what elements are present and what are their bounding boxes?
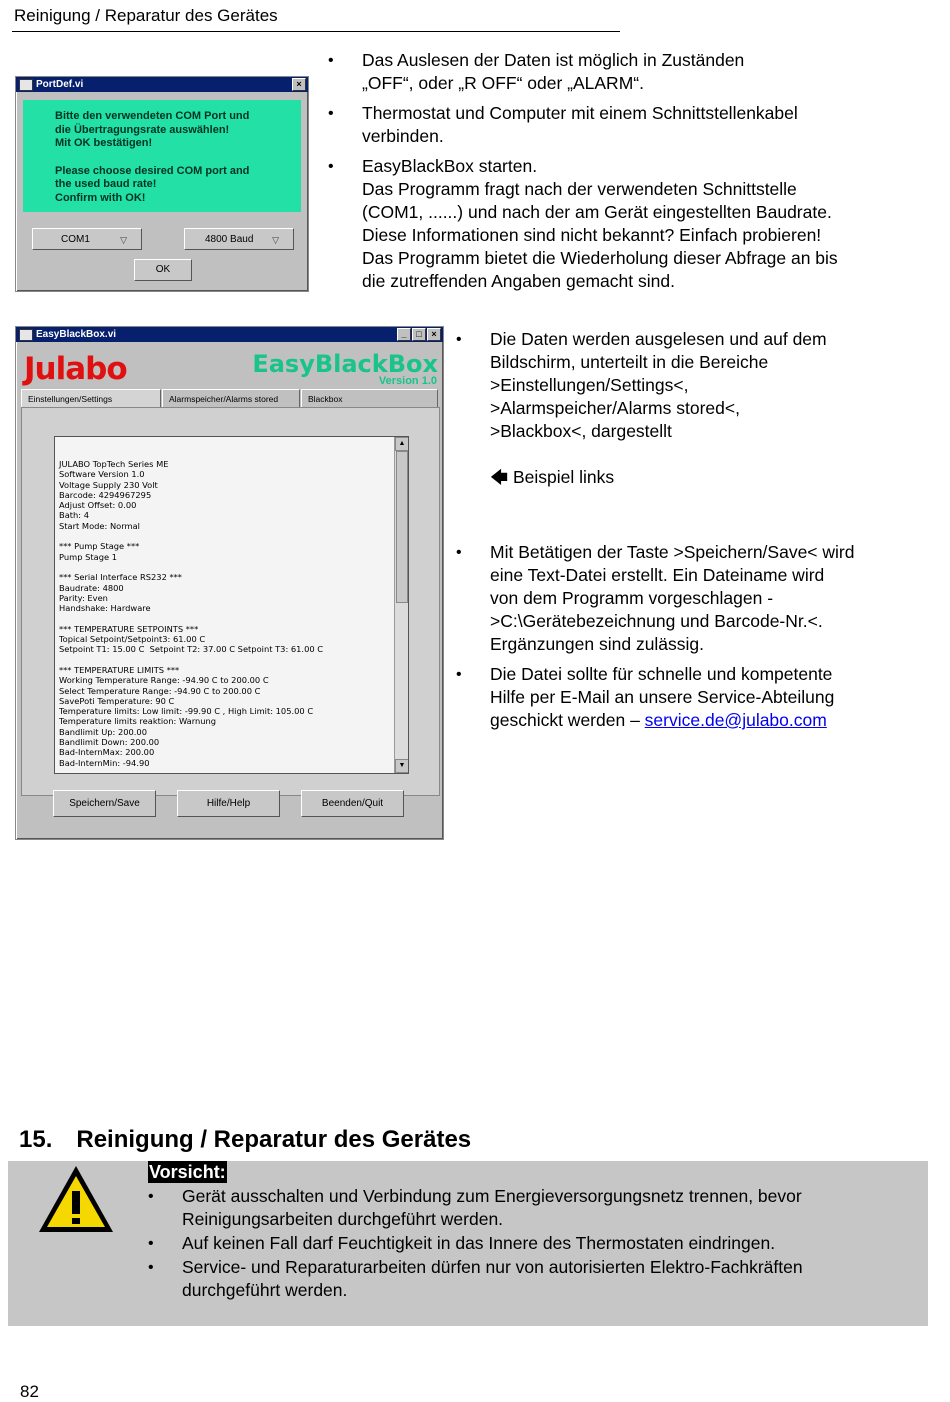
portdef-message-en: Please choose desired COM port and the used baud rate! Confirm with OK!	[55, 164, 250, 204]
section-heading: 15. Reinigung / Reparatur des Gerätes	[19, 1126, 472, 1153]
help-button[interactable]: Hilfe/Help	[177, 790, 280, 817]
portdef-titlebar	[16, 77, 308, 92]
header-divider	[12, 31, 620, 32]
caution-label: Vorsicht:	[149, 1162, 226, 1182]
list-item: • Die Daten werden ausgelesen und auf dem Bildschirm, unterteilt in die Bereiche >Einstellungen/Settings<, >Alarmspeicher/Alarms stored<, >Blackbox<, dargestellt	[456, 329, 827, 441]
settings-panel	[21, 407, 440, 796]
quit-button[interactable]: Beenden/Quit	[301, 790, 404, 817]
baud-rate-select[interactable]	[184, 228, 294, 250]
chevron-down-icon: ▽	[272, 235, 279, 245]
bullet-icon: •	[328, 158, 334, 175]
maximize-icon[interactable]: □	[412, 328, 426, 341]
save-bullet-list	[456, 541, 930, 732]
settings-text-area[interactable]	[54, 436, 409, 774]
list-item: • Die Datei sollte für schnelle und kompetente Hilfe per E-Mail an unsere Service-Abteilung geschickt werden – service.de@julabo.com	[456, 664, 835, 730]
easyblackbox-title: EasyBlackBox.vi	[36, 329, 117, 340]
bullet-icon: •	[148, 1235, 154, 1252]
settings-content: JULABO TopTech Series ME Software Version 1.0 Voltage Supply 230 Volt Barcode: 4294967295 Adjust Offset: 0.00 Bath: 4 Start Mode: Normal *** Pump Stage *** Pump Stage 1 *** Serial Interface RS232 *** Baudrate: 4800 Parity: Even Handshake: Hardware *** TEMPERATURE SETPOINTS *** Topical Setpoint/Setpoint3: 61.00 C Setpoint T1: 15.00 C Setpoint T2: 37.00 C Setpoint T3: 61.00 C *** TEMPERATURE LIMITS *** Working Temperature Range: -94.90 C to 200.00 C Select Temperature Range: -94.90 C to 200.00 C SavePoti Temperature: 90 C Temperature limits: Low limit: -99.90 C , High Limit: 105.00 C Temperature limits reaktion: Warnung Bandlimit Up: 200.00 Bandlimit Down: 200.00 Bad-InternMax: 200.00 Bad-InternMin: -94.90	[59, 459, 324, 768]
scrollbar-thumb[interactable]	[396, 451, 408, 603]
intro-bullet-list	[328, 49, 932, 293]
easyblackbox-window	[15, 326, 444, 840]
easyblackbox-titlebar	[16, 327, 443, 342]
labview-icon	[19, 329, 33, 341]
bullet-icon: •	[456, 331, 462, 348]
warning-triangle-icon	[36, 1163, 116, 1235]
caution-bullet-list	[148, 1185, 922, 1302]
baud-rate-value: 4800 Baud	[205, 234, 254, 245]
portdef-message-panel	[23, 100, 301, 212]
tab-alarms[interactable]: Alarmspeicher/Alarms stored	[162, 389, 300, 407]
example-note	[490, 465, 614, 495]
julabo-logo: Julabo	[24, 351, 127, 387]
bullet-icon: •	[328, 52, 334, 69]
close-icon[interactable]: ×	[427, 328, 441, 341]
list-item: • Thermostat und Computer mit einem Schnittstellenkabel verbinden.	[328, 103, 798, 146]
app-name: EasyBlackBox	[252, 350, 438, 378]
list-item: • Service- und Reparaturarbeiten dürfen nur von autorisierten Elektro-Fachkräften durchgeführt werden.	[148, 1257, 803, 1300]
app-version: Version 1.0	[378, 375, 437, 387]
scrollbar[interactable]	[394, 437, 408, 773]
portdef-title: PortDef.vi	[36, 79, 84, 90]
readout-bullet-list	[456, 328, 930, 443]
portdef-message-de: Bitte den verwendeten COM Port und die Übertragungsrate auswählen! Mit OK bestätigen!	[55, 110, 250, 149]
save-button[interactable]: Speichern/Save	[53, 790, 156, 817]
com-port-select[interactable]	[32, 228, 142, 250]
minimize-icon[interactable]: _	[397, 328, 411, 341]
page-number: 82	[20, 1382, 39, 1401]
list-item: • Mit Betätigen der Taste >Speichern/Save< wird eine Text-Datei erstellt. Ein Dateiname wird von dem Programm vorgeschlagen - >C:\Gerätebezeichnung und Barcode-Nr.<. Ergänzungen sind zulässig.	[456, 542, 855, 654]
scroll-down-icon[interactable]: ▼	[395, 759, 409, 773]
list-item: • Gerät ausschalten und Verbindung zum Energieversorgungsnetz trennen, bevor Reinigungsarbeiten durchgeführt werden.	[148, 1186, 802, 1229]
bullet-icon: •	[148, 1259, 154, 1276]
example-label: Beispiel links	[512, 467, 615, 487]
list-item: • EasyBlackBox starten. Das Programm fragt nach der verwendeten Schnittstelle (COM1, ......) und nach der am Gerät eingestellten Baudrate. Diese Informationen sind nicht bekannt? Einfach probieren! Das Programm bietet die Wiederholung dieser Abfrage an bis die zutreffenden Angaben gemacht sind.	[328, 156, 838, 291]
tab-settings[interactable]: Einstellungen/Settings	[21, 389, 161, 407]
caution-box	[8, 1161, 928, 1326]
list-item: • Das Auslesen der Daten ist möglich in Zuständen „OFF“, oder „R OFF“ oder „ALARM“.	[328, 50, 745, 93]
chevron-down-icon: ▽	[120, 235, 127, 245]
scroll-up-icon[interactable]: ▲	[395, 437, 409, 451]
list-item: • Auf keinen Fall darf Feuchtigkeit in das Innere des Thermostaten eindringen.	[148, 1233, 776, 1253]
com-port-value: COM1	[61, 234, 90, 245]
bullet-icon: •	[456, 544, 462, 561]
running-header: Reinigung / Reparatur des Gerätes	[14, 6, 278, 25]
tab-blackbox[interactable]: Blackbox	[301, 389, 438, 407]
bullet-icon: •	[328, 105, 334, 122]
portdef-window	[15, 76, 309, 292]
service-email-link[interactable]: service.de@julabo.com	[644, 710, 827, 730]
bullet-icon: •	[148, 1188, 154, 1205]
arrow-left-icon: 🡄	[490, 467, 509, 487]
bullet-icon: •	[456, 666, 462, 683]
close-icon[interactable]: ×	[292, 78, 306, 91]
ok-button[interactable]: OK	[134, 259, 192, 281]
labview-icon	[19, 79, 33, 91]
